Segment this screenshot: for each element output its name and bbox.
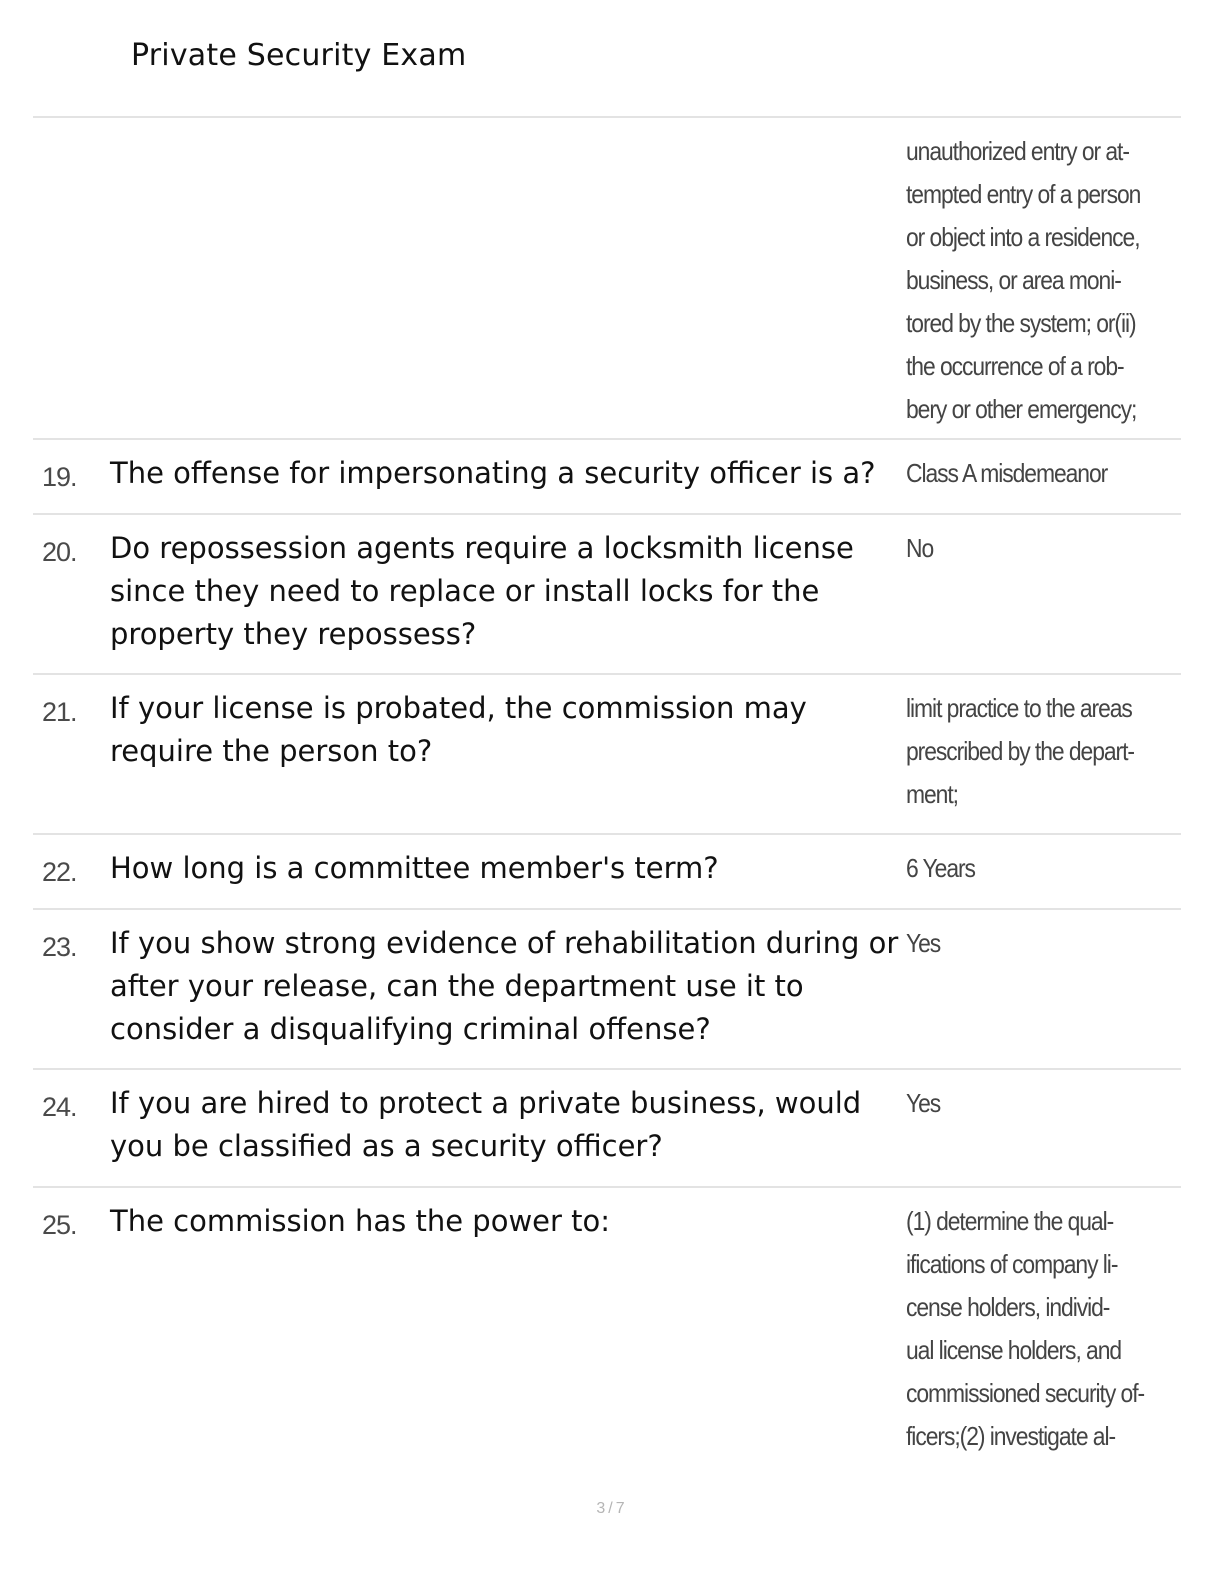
- question-text: How long is a committee member's term?: [110, 851, 719, 885]
- question-number: 22.: [42, 857, 77, 887]
- answer-line: limit practice to the areas: [906, 693, 1132, 723]
- answer-text: [906, 922, 1144, 965]
- page-title: Private Security Exam: [131, 38, 467, 73]
- answer-line: bery or other emergency;: [906, 394, 1137, 424]
- answer-text: [906, 687, 1144, 816]
- answer-line: unauthorized entry or at-: [906, 136, 1129, 166]
- answer-line: No: [906, 533, 934, 563]
- page-number: 3/7: [596, 1500, 628, 1517]
- question-number: 24.: [42, 1092, 77, 1122]
- answer-text: [906, 130, 1144, 431]
- answer-line: ficers;(2) investigate al-: [906, 1421, 1116, 1451]
- question-number: 20.: [42, 537, 77, 567]
- question-number: 23.: [42, 932, 77, 962]
- answer-line: tempted entry of a person: [906, 179, 1141, 209]
- flashcard-row-25: [33, 1186, 1181, 1466]
- answer-line: Yes: [906, 928, 941, 958]
- answer-line: commissioned security of-: [906, 1378, 1145, 1408]
- question-text: If you show strong evidence of rehabilitation during or after your release, can the department use it to consider a disqualifying criminal offense?: [110, 926, 899, 1046]
- question-text: The offense for impersonating a security officer is a?: [110, 456, 876, 490]
- answer-line: cense holders, individ-: [906, 1292, 1110, 1322]
- flashcard-list: [33, 116, 1181, 1466]
- answer-text: [906, 847, 1144, 890]
- flashcard-row-19: [33, 438, 1181, 513]
- question-number: 21.: [42, 697, 77, 727]
- answer-line: ual license holders, and: [906, 1335, 1122, 1365]
- question-text: If you are hired to protect a private business, would you be classified as a security officer?: [110, 1086, 862, 1163]
- answer-line: Class A misdemeanor: [906, 458, 1108, 488]
- flashcard-row-20: [33, 513, 1181, 673]
- answer-line: prescribed by the depart-: [906, 736, 1134, 766]
- answer-line: Yes: [906, 1088, 941, 1118]
- answer-line: ifications of company li-: [906, 1249, 1118, 1279]
- answer-line: business, or area moni-: [906, 265, 1121, 295]
- flashcard-row-22: [33, 833, 1181, 908]
- question-text: The commission has the power to:: [110, 1204, 611, 1238]
- answer-text: [906, 527, 1144, 570]
- flashcard-row-24: [33, 1068, 1181, 1186]
- answer-line: ment;: [906, 779, 958, 809]
- answer-line: the occurrence of a rob-: [906, 351, 1124, 381]
- flashcard-row-21: [33, 673, 1181, 833]
- question-text: If your license is probated, the commission may require the person to?: [110, 691, 807, 768]
- answer-text: [906, 1200, 1144, 1458]
- answer-line: or object into a residence,: [906, 222, 1140, 252]
- answer-line: tored by the system; or(ii): [906, 308, 1136, 338]
- question-number: 25.: [42, 1210, 77, 1240]
- flashcard-row-23: [33, 908, 1181, 1068]
- answer-line: (1) determine the qual-: [906, 1206, 1114, 1236]
- answer-line: 6 Years: [906, 853, 975, 883]
- question-number: 19.: [42, 462, 77, 492]
- flashcard-row-continued: [33, 116, 1181, 438]
- answer-text: [906, 452, 1144, 495]
- answer-text: [906, 1082, 1144, 1125]
- question-text: Do repossession agents require a locksmith license since they need to replace or install locks for the property they repossess?: [110, 531, 854, 651]
